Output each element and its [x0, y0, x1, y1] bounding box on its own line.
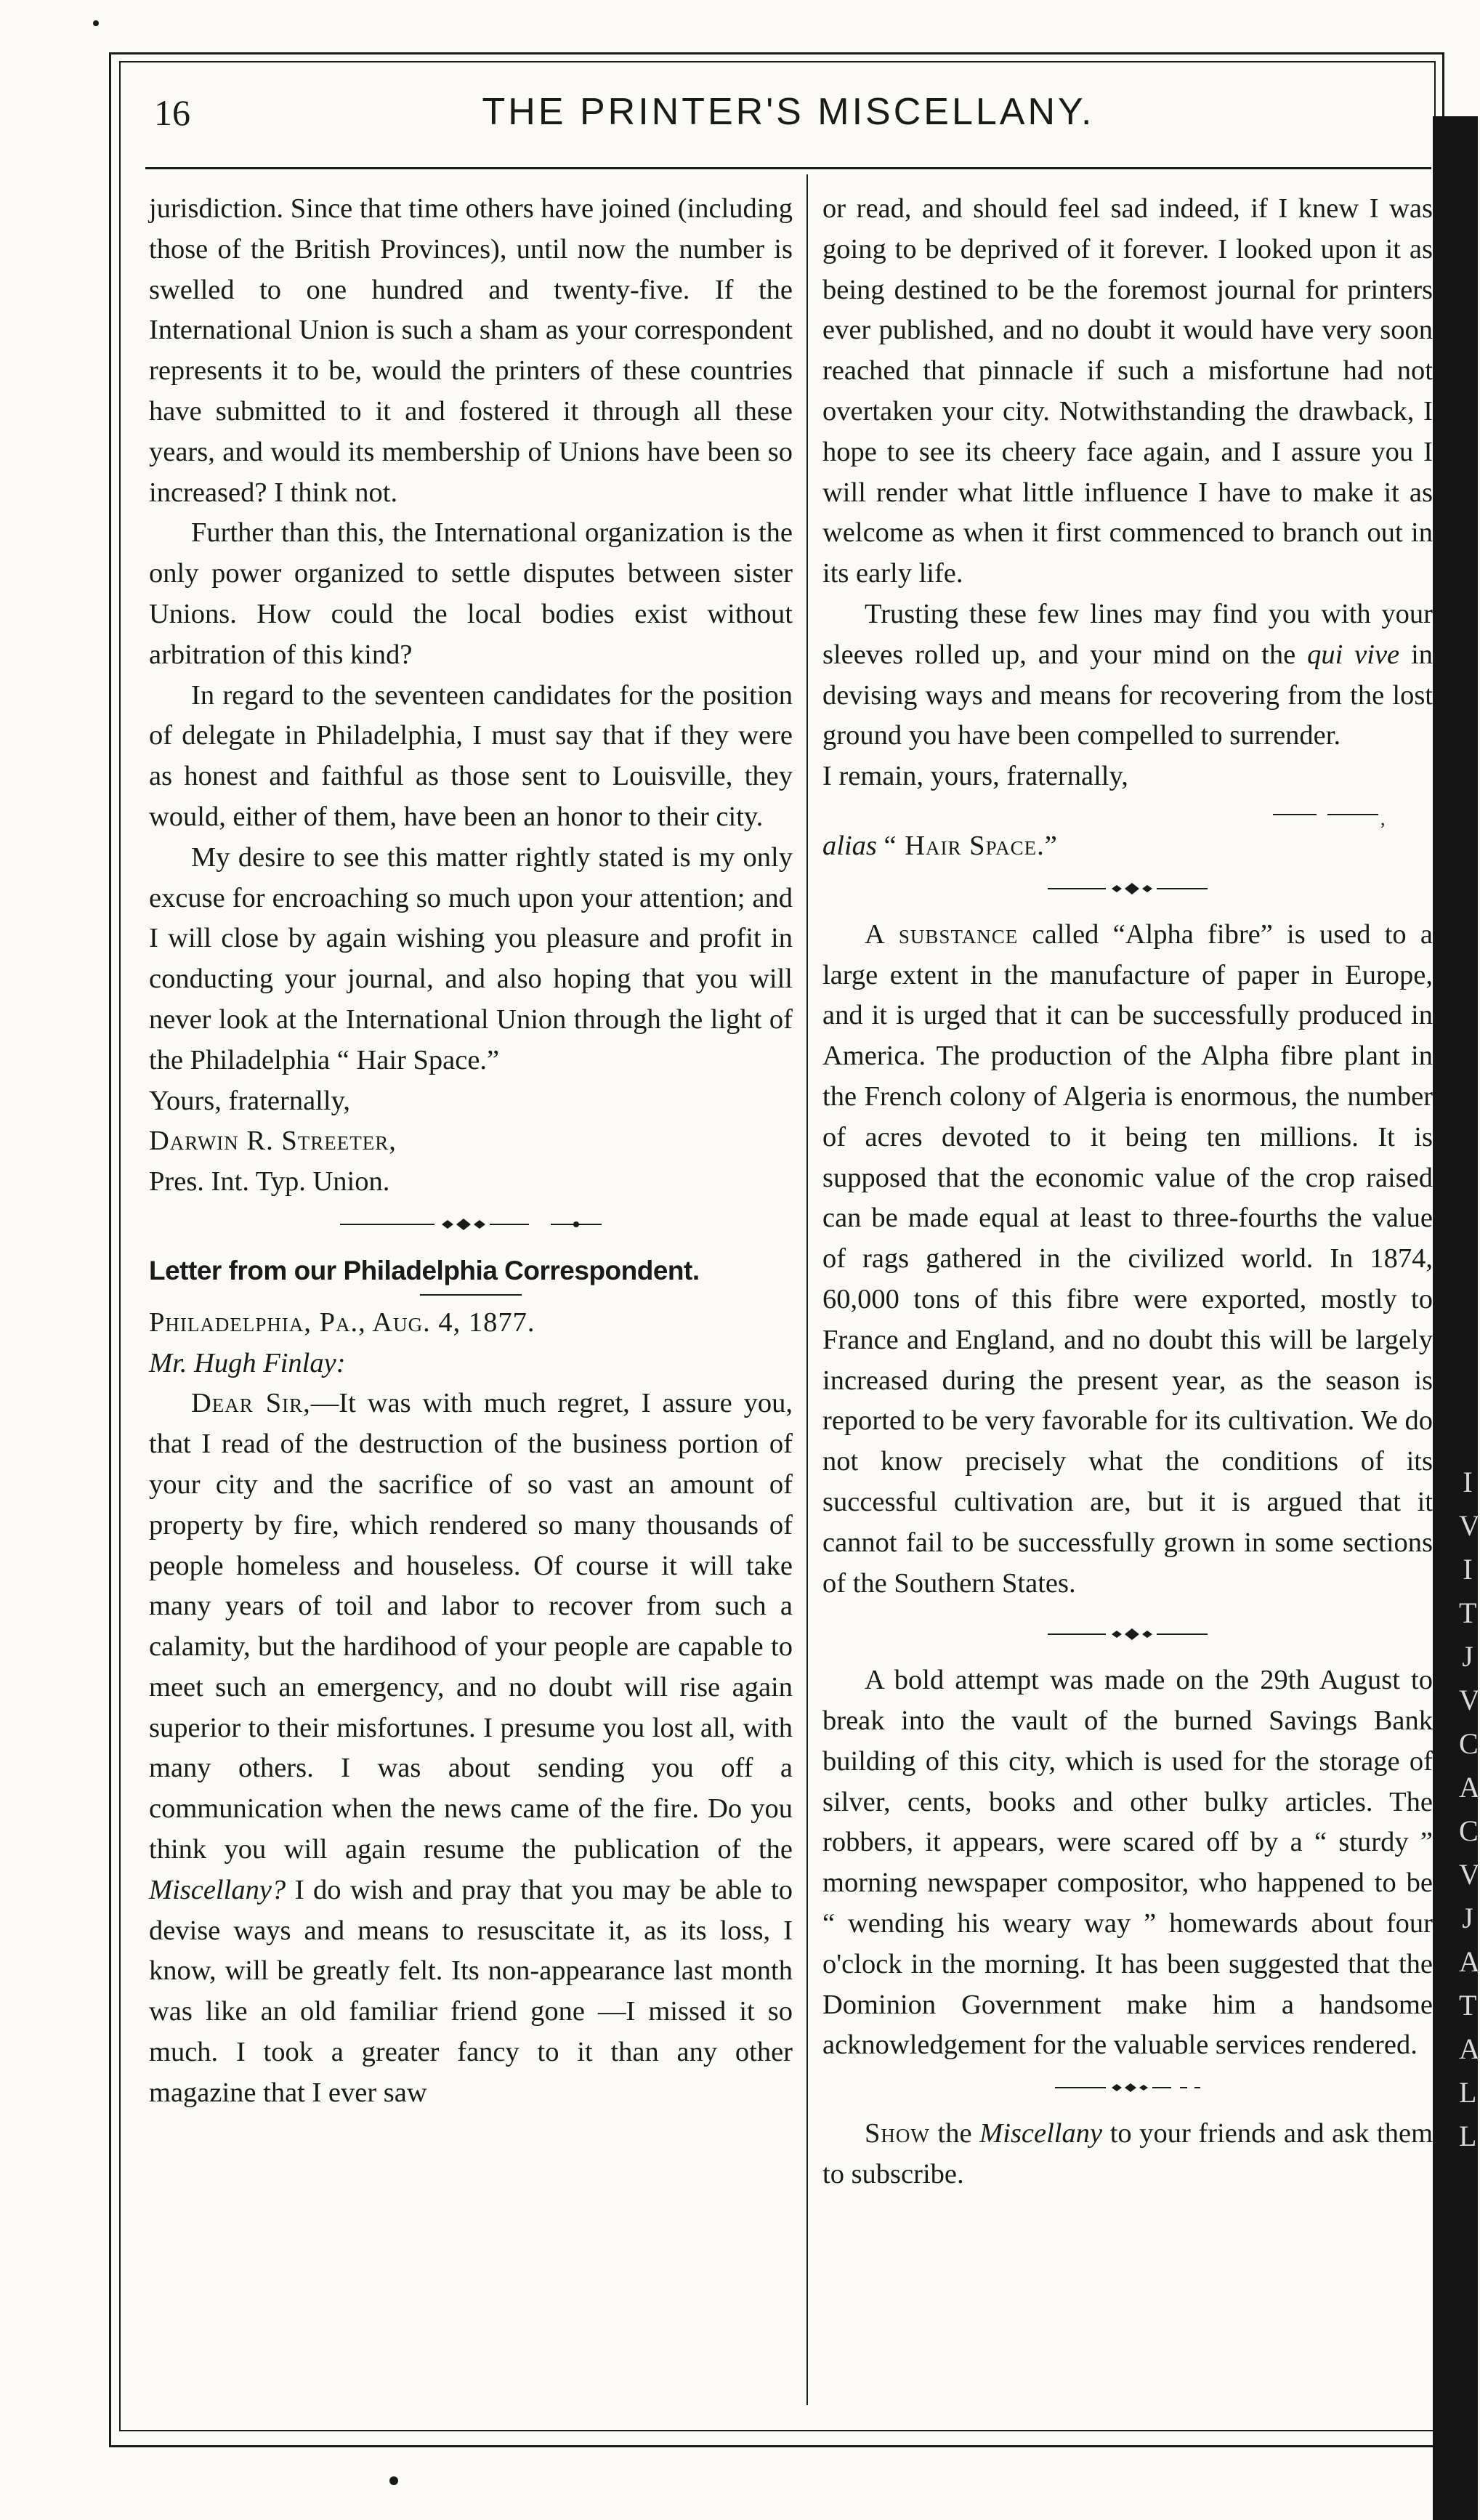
edge-letter: T — [1459, 1596, 1477, 1629]
edge-letter: V — [1459, 1509, 1480, 1542]
edge-letter: C — [1459, 1727, 1479, 1760]
adjacent-page-edge — [1433, 116, 1478, 2520]
paragraph: or read, and should feel sad indeed, if I knew I was going to be deprived of it forever. I looked upon it as being destined to be the foremost journal for printers ever published, and no doubt it would have very soon reached that pinnacle if such a misfortune had not overtaken your city. Notwithstanding the drawback, I hope to see its cheery face again, and I assure you I will render what little influence I have to make it as welcome as when it first commenced to branch out in its early life. — [822, 193, 1433, 589]
closing: I remain, yours, fraternally, — [822, 761, 1128, 792]
alias-signature: alias “ Hair Space.” — [822, 830, 1058, 861]
salutation: Mr. Hugh Finlay: — [149, 1347, 346, 1378]
paragraph: Show the Miscellany to your friends and ask them to subscribe. — [822, 2118, 1434, 2190]
ornament-divider — [340, 1216, 602, 1233]
page-number: 16 — [154, 92, 190, 133]
edge-letter: A — [1459, 1771, 1480, 1804]
edge-letter: I — [1463, 1553, 1473, 1586]
paragraph: Dear Sir,—It was with much regret, I assure you, that I read of the destruction of the business portion of your city and the sacrifice of so vast an amount of property by fire, which rendered so many thousands of people homeless and houseless. Of course it will take many years of toil and labor to recover from such a calamity, but the hardihood of your people are capable to meet such an emergency, and no doubt will rise again superior to their misfortunes. I presume you lost all, with many others. I was about sending you off a communication when the news came of the fire. Do you think you will again resume the publication of the Miscellany? I do wish and pray that you may be able to devise ways and means to resuscitate it, as its loss, I know, will be greatly felt. Its non-appearance last month was like an old familiar friend gone —I missed it so much. I took a greater fancy to it than any other magazine that I ever saw — [149, 1388, 793, 2108]
paragraph: Further than this, the International organization is the only power organized to settle disputes between sister Unions. How could the local bodies exist without arbitration of this kind? — [149, 517, 793, 670]
edge-letter: I — [1463, 1466, 1473, 1498]
column-rule — [806, 174, 808, 2405]
signature-blank — [1200, 804, 1433, 829]
ornament-divider — [1048, 1626, 1208, 1643]
paragraph: Trusting these few lines may find you with your sleeves rolled up, and your mind on the qui vive in devising ways and means for recovering from the lost ground you have been compelled to surrender. — [822, 598, 1434, 751]
edge-letter: C — [1459, 1814, 1479, 1847]
signer-title: Pres. Int. Typ. Union. — [149, 1166, 390, 1198]
svg-text:,: , — [1380, 807, 1386, 829]
letter-heading: Letter from our Philadelphia Correspondent. — [149, 1255, 700, 1285]
ink-speck — [389, 2476, 398, 2485]
adjacent-page-letters — [1459, 1461, 1480, 2158]
ornament-divider — [1048, 880, 1208, 897]
paragraph: A bold attempt was made on the 29th August to break into the vault of the burned Savings Bank building of this city, which is used for the storage of silver, cents, books and other bulky articles. The robbers, it appears, were scared off by a “ sturdy ” morning newspaper compositor, who happened to be “ wending his weary way ” homewards about four o'clock in the morning. It has been suggested that the Dominion Government make him a handsome acknowledgement for the valuable services rendered. — [822, 1665, 1433, 2061]
ornament-divider — [1055, 2079, 1200, 2096]
dateline: Philadelphia, Pa., Aug. 4, 1877. — [149, 1307, 535, 1338]
edge-letter: L — [1459, 2120, 1477, 2152]
edge-letter: J — [1462, 1640, 1473, 1673]
edge-letter: A — [1459, 2032, 1480, 2065]
edge-letter: L — [1459, 2076, 1477, 2109]
edge-letter: A — [1459, 1945, 1480, 1978]
page-header — [145, 86, 1431, 151]
header-rule — [145, 167, 1431, 169]
edge-letter: J — [1462, 1902, 1473, 1934]
edge-letter: T — [1459, 1989, 1477, 2022]
paragraph: My desire to see this matter rightly stated is my only excuse for encroaching so much upon your attention; and I will close by again wishing you pleasure and profit in conducting your journal, and also hoping that you will never look at the International Union through the light of the Philadelphia “ Hair Space.” — [149, 841, 793, 1075]
paragraph: jurisdiction. Since that time others have joined (including those of the British Provinces), until now the number is swelled to one hundred and twenty-five. If the International Union is such a sham as your correspondent represents it to be, would the printers of these countries have submitted to it and fostered it through all these years, and would its membership of Unions have been so increased? I think not. — [149, 193, 793, 508]
edge-letter: V — [1459, 1858, 1480, 1891]
left-column — [149, 189, 793, 2114]
edge-letter: V — [1459, 1684, 1480, 1716]
signer-name: Darwin R. Streeter, — [149, 1126, 397, 1157]
closing: Yours, fraternally, — [149, 1085, 350, 1116]
running-title: THE PRINTER'S MISCELLANY. — [482, 91, 1095, 133]
ink-speck — [93, 20, 99, 26]
heading-rule — [420, 1294, 522, 1296]
paragraph: A substance called “Alpha fibre” is used to a large extent in the manufacture of paper in Europe, and it is urged that it can be successfully produced in America. The production of the Alpha fibre plant in the French colony of Algeria is enormous, the number of acres devoted to it being ten millions. It is supposed that the economic value of the crop raised can be made equal at least to three-fourths the value of rags gathered in the civilized world. In 1874, 60,000 tons of this fibre were exported, mostly to France and England, and no doubt this will be largely increased during the present year, as the season is reported to be very favorable for its cultivation. We do not know precisely what the conditions of its successful cultivation are, but it is argued that it cannot fail to be successfully grown in some sections of the Southern States. — [822, 918, 1433, 1599]
right-column — [822, 189, 1433, 2195]
paragraph: In regard to the seventeen candidates for the position of delegate in Philadelphia, I must say that if they were as honest and faithful as those sent to Louisville, they would, either of them, have been an honor to their city. — [149, 679, 793, 832]
